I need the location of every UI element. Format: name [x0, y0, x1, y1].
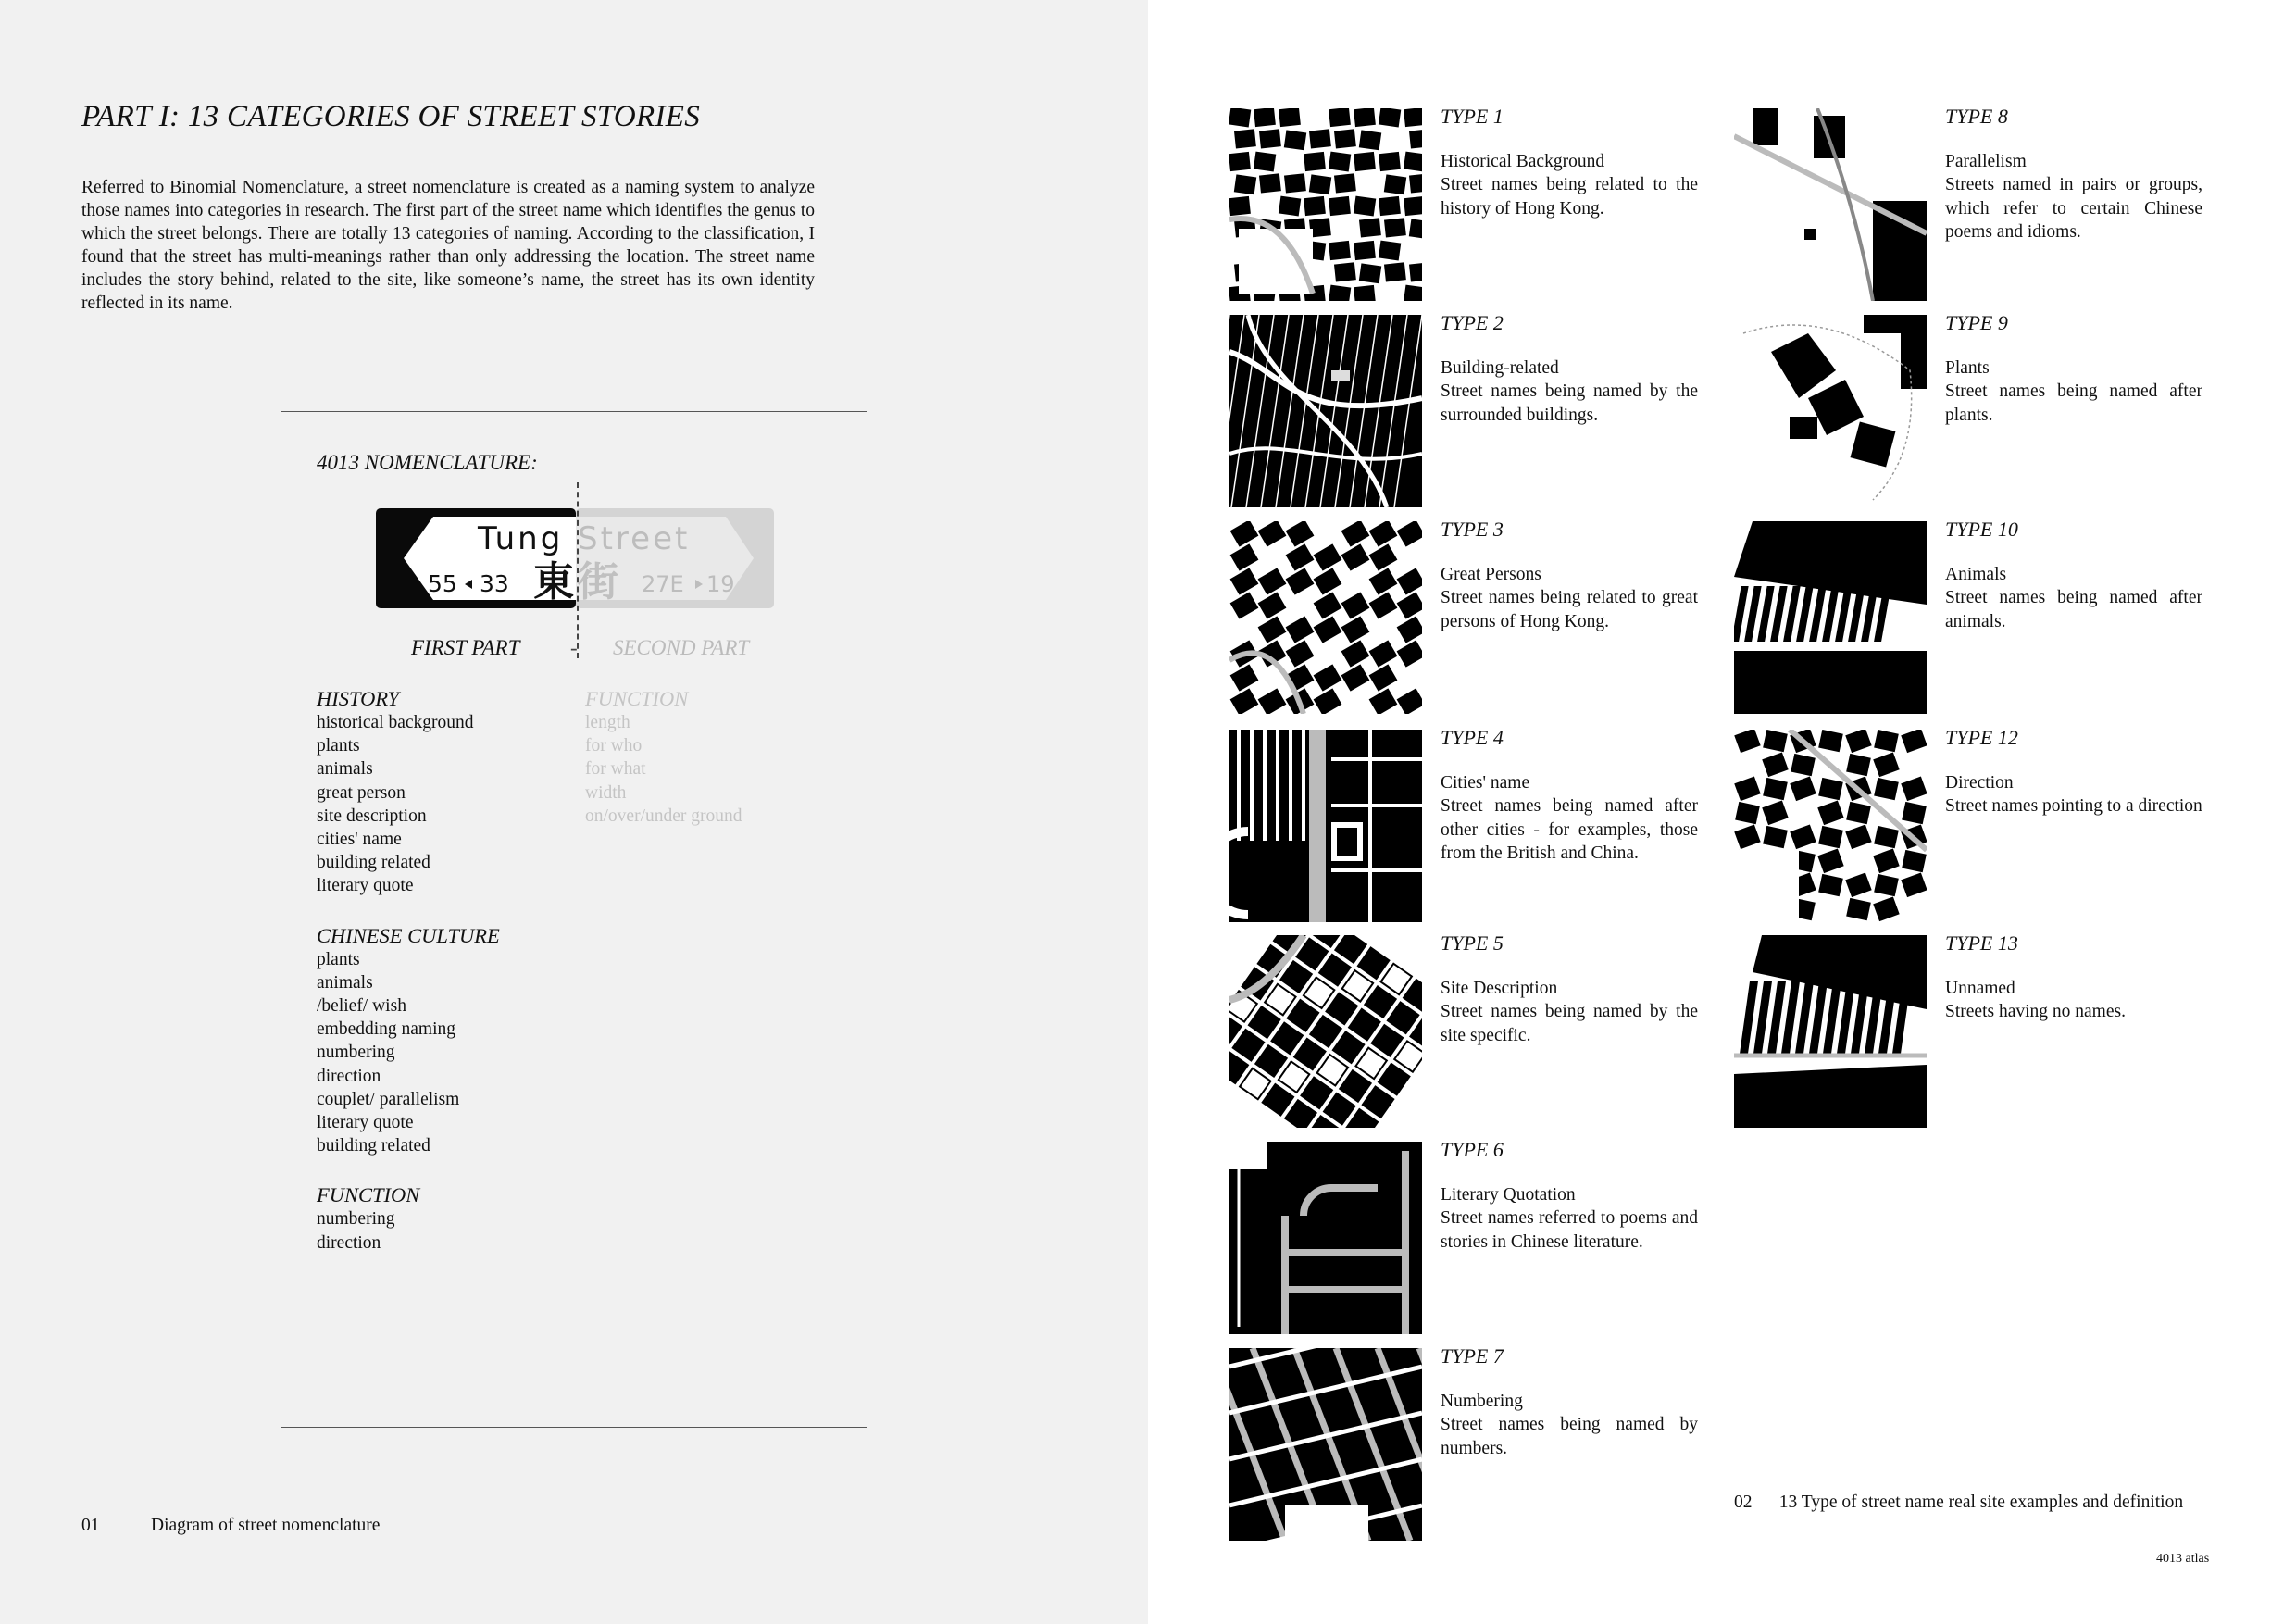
list-item: plants: [317, 736, 360, 756]
list-item: literary quote: [317, 876, 414, 896]
street-sign: [376, 508, 774, 608]
type-title: TYPE 7: [1441, 1344, 1504, 1368]
chinese-culture-heading: CHINESE CULTURE: [317, 923, 500, 947]
list-item: historical background: [317, 713, 474, 732]
list-item: literary quote: [317, 1113, 414, 1133]
map-figure: [1229, 730, 1422, 922]
type-title: TYPE 13: [1945, 931, 2018, 955]
sign-char-dong: 東: [533, 558, 574, 606]
type-definition: Street names referred to poems and stories in Chinese literature.: [1441, 1208, 1698, 1252]
map-figure: [1734, 315, 1927, 507]
map-tile: [1229, 1142, 1422, 1334]
type-description: [1441, 1344, 1698, 1460]
list-item: length: [585, 713, 630, 732]
map-tile: [1229, 521, 1422, 714]
type-definition: Street names being named by the surrounded buildings.: [1441, 381, 1698, 425]
type-description: [1441, 1138, 1698, 1254]
list-item: numbering: [317, 1043, 395, 1063]
type-description: [1441, 726, 1698, 865]
map-tile: [1734, 935, 1927, 1128]
type-definition: Street names being named by numbers.: [1441, 1415, 1698, 1458]
map-tile: [1229, 108, 1422, 301]
type-definition: Street names being named after animals.: [1945, 588, 2202, 631]
type-title: TYPE 6: [1441, 1138, 1504, 1161]
type-definition: Street names being named after plants.: [1945, 381, 2202, 425]
nomenclature-diagram: [281, 411, 867, 1428]
type-name: Site Description: [1441, 979, 1558, 999]
part-separator: -: [570, 636, 578, 659]
type-name: Great Persons: [1441, 565, 1541, 585]
type-name: Parallelism: [1945, 152, 2027, 172]
type-definition: Streets named in pairs or groups, which refer to certain Chinese poems and idioms.: [1945, 175, 2202, 242]
type-definition: Street names being related to the history of Hong Kong.: [1441, 175, 1698, 219]
list-item: direction: [317, 1066, 381, 1086]
type-title: TYPE 5: [1441, 931, 1504, 955]
type-name: Plants: [1945, 358, 1990, 379]
function-second-heading: FUNCTION: [585, 687, 689, 710]
type-title: TYPE 4: [1441, 726, 1504, 749]
list-item: great person: [317, 782, 406, 803]
list-item: embedding naming: [317, 1019, 456, 1040]
list-item: direction: [317, 1232, 381, 1253]
type-name: Cities' name: [1441, 773, 1530, 793]
type-title: TYPE 1: [1441, 105, 1504, 128]
list-item: plants: [317, 949, 360, 969]
sign-code-2: 19: [706, 571, 735, 597]
type-title: TYPE 12: [1945, 726, 2018, 749]
sign-word-tung: Tung: [478, 520, 564, 557]
map-figure: [1734, 108, 1927, 301]
part-divider: [577, 482, 579, 658]
first-part-label: FIRST PART: [411, 636, 520, 659]
figure-number: 01: [81, 1516, 100, 1535]
list-item: width: [585, 782, 627, 803]
map-figure: [1229, 315, 1422, 507]
map-tile: [1734, 108, 1927, 301]
sign-char-jie: 街: [578, 558, 618, 606]
sign-word-street: Street: [578, 520, 691, 557]
type-name: Numbering: [1441, 1392, 1523, 1412]
type-description: [1441, 311, 1698, 427]
type-title: TYPE 10: [1945, 518, 2018, 541]
type-description: [1945, 311, 2202, 427]
sign-number-2: 33: [480, 570, 509, 597]
map-figure: [1229, 1142, 1422, 1334]
map-tile: [1229, 730, 1422, 922]
type-name: Literary Quotation: [1441, 1185, 1576, 1206]
map-tile: [1229, 1348, 1422, 1541]
list-item: site description: [317, 806, 427, 826]
list-item: for what: [585, 759, 646, 780]
map-figure: [1229, 935, 1422, 1128]
list-item: cities' name: [317, 830, 402, 850]
map-figure: [1229, 521, 1422, 714]
right-page: [1148, 0, 2296, 1624]
type-description: [1441, 931, 1698, 1047]
list-item: animals: [317, 972, 373, 993]
type-name: Unnamed: [1945, 979, 2015, 999]
type-title: TYPE 3: [1441, 518, 1504, 541]
footer-label: 4013 atlas: [2156, 1552, 2210, 1566]
type-description: [1945, 105, 2202, 244]
list-item: /belief/ wish: [317, 996, 406, 1017]
map-tile: [1229, 935, 1422, 1128]
history-group: [317, 686, 500, 898]
figure-caption: Diagram of street nomenclature: [151, 1516, 381, 1535]
list-item: numbering: [317, 1209, 395, 1230]
type-title: TYPE 8: [1945, 105, 2008, 128]
type-definition: Street names being named after other cities - for examples, those from the British and China.: [1441, 796, 1698, 863]
list-item: building related: [317, 853, 430, 873]
sign-code: 27E: [642, 571, 684, 597]
type-definition: Streets having no names.: [1945, 1002, 2126, 1022]
type-definition: Street names being named by the site specific.: [1441, 1002, 1698, 1045]
type-name: Building-related: [1441, 358, 1559, 379]
list-item: for who: [585, 736, 643, 756]
function-heading: FUNCTION: [317, 1183, 420, 1207]
type-description: [1945, 518, 2202, 633]
sign-number-1: 55: [428, 570, 457, 597]
map-figure: [1734, 521, 1927, 714]
nomenclature-heading: 4013 NOMENCLATURE:: [317, 451, 538, 474]
type-definition: Street names being related to great persons of Hong Kong.: [1441, 588, 1698, 631]
figure-caption-2-text: 13 Type of street name real site examples and definition: [1778, 1493, 2184, 1512]
page-title: PART I: 13 CATEGORIES OF STREET STORIES: [81, 100, 701, 133]
map-tile: [1734, 730, 1927, 922]
list-item: couplet/ parallelism: [317, 1089, 460, 1109]
first-part-categories: [317, 686, 500, 1280]
list-item: animals: [317, 759, 373, 780]
type-title: TYPE 2: [1441, 311, 1504, 334]
map-figure: [1734, 730, 1927, 922]
type-name: Animals: [1945, 565, 2007, 585]
type-description: [1945, 726, 2202, 818]
map-figure: [1734, 935, 1927, 1128]
list-item: building related: [317, 1136, 430, 1156]
type-description: [1441, 105, 1698, 220]
list-item: on/over/under ground: [585, 806, 742, 826]
figure-number-2: 02: [1734, 1493, 1753, 1512]
map-tile: [1734, 521, 1927, 714]
function-group: [317, 1182, 500, 1254]
chinese-culture-group: [317, 923, 500, 1158]
type-title: TYPE 9: [1945, 311, 2008, 334]
map-figure: [1229, 108, 1422, 301]
type-name: Direction: [1945, 773, 2014, 793]
type-description: [1945, 931, 2202, 1024]
map-tile: [1734, 315, 1927, 507]
type-description: [1441, 518, 1698, 633]
type-name: Historical Background: [1441, 152, 1605, 172]
figure-caption-2: [1734, 1491, 2222, 1514]
second-part-label: SECOND PART: [613, 636, 750, 659]
second-part-categories: [585, 686, 742, 828]
type-definition: Street names pointing to a direction: [1945, 796, 2202, 817]
map-figure: [1229, 1348, 1422, 1541]
intro-paragraph: Referred to Binomial Nomenclature, a street nomenclature is created as a naming system to analyze those names into categories in research. The first part of the street name which identifies the genus to which the street belongs. There are totally 13 categories of naming. According to the classification, I found that the street has multi-meanings rather than only addressing the location. The street name includes the story behind, related to the site, like someone’s name, the street has its own identity reflected in its name.: [81, 178, 815, 313]
map-tile: [1229, 315, 1422, 507]
history-heading: HISTORY: [317, 687, 400, 710]
